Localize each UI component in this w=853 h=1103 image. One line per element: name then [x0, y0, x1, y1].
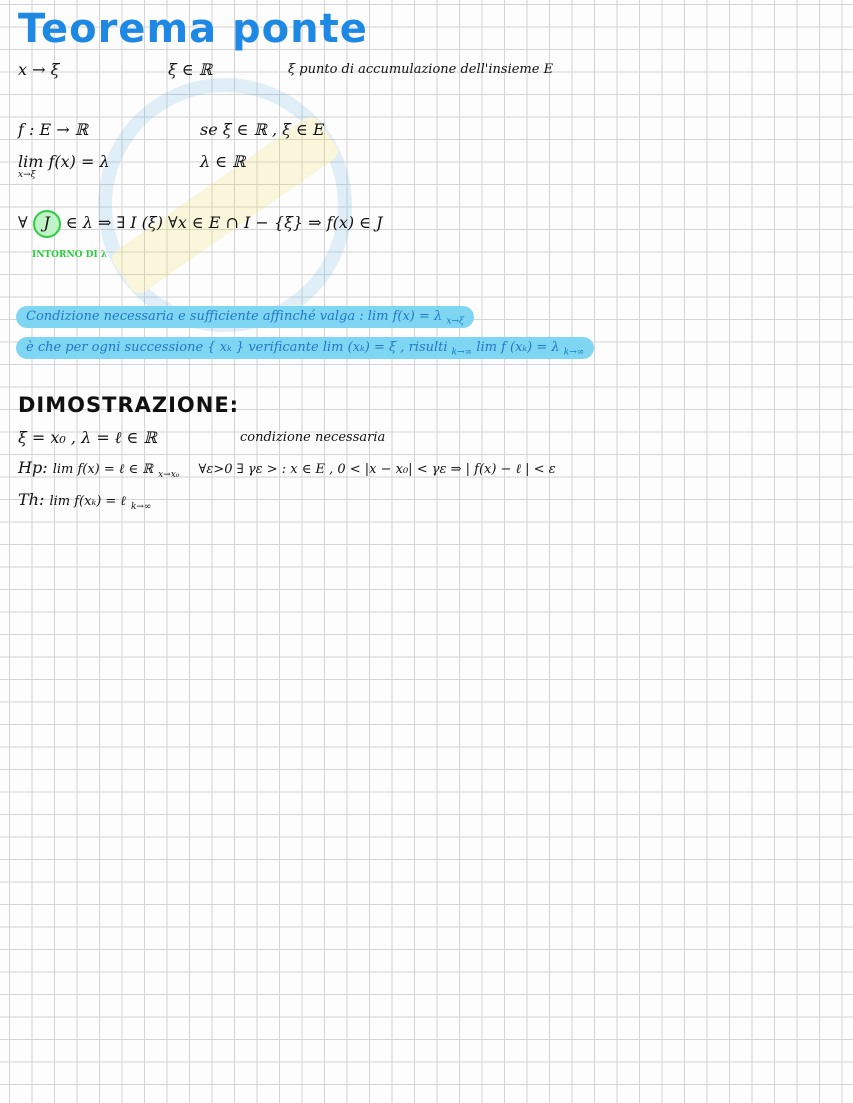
xi-in-r: ξ ∈ ℝ — [168, 60, 213, 79]
function-sequence-limit-sub: k→∞ — [563, 347, 585, 358]
neighbourhood-implication: ∈ λ ⇒ ∃ I (ξ) ∀x ∈ E ∩ I − {ξ} ⇒ f(x) ∈ J — [65, 213, 383, 232]
function-def: f : E → ℝ — [18, 120, 89, 139]
necessary-condition-label: condizione necessaria — [240, 430, 386, 445]
condition-limit-1: lim f(x) = λ — [367, 309, 443, 324]
proof-heading: DIMOSTRAZIONE: — [18, 393, 240, 417]
forall-symbol: ∀ — [18, 213, 28, 232]
function-sequence-limit: lim f (xₖ) = λ — [476, 340, 560, 355]
hypothesis-line — [18, 458, 556, 480]
x-to-xi: x → ξ — [18, 60, 60, 79]
hypothesis-limit: lim f(x) = ℓ ∈ ℝ — [52, 462, 154, 477]
condition-text-1: Condizione necessaria e sufficiente affinché valga : — [26, 309, 364, 324]
condition-limit-1-sub: x→ξ — [446, 316, 464, 327]
condition-line-2 — [16, 337, 594, 359]
condition-text-2: è che per ogni successione { xₖ } verificante — [26, 340, 319, 355]
page-title: Teorema ponte — [18, 6, 368, 52]
lambda-in-r: λ ∈ ℝ — [200, 152, 246, 171]
accumulation-point-text: ξ punto di accumulazione dell'insieme E — [288, 62, 554, 77]
sequence-limit-sub: k→∞ — [451, 347, 473, 358]
circled-j: J — [33, 210, 61, 238]
limit-expression: lim f(x) = λ — [18, 152, 110, 171]
limit-def — [18, 152, 110, 180]
condition-line-1 — [16, 306, 474, 328]
neighbourhood-note: INTORNO DI λ — [32, 250, 108, 260]
hypothesis-limit-sub: x→x₀ — [158, 470, 180, 481]
xi-condition: se ξ ∈ ℝ , ξ ∈ E — [200, 120, 325, 139]
thesis-limit-sub: k→∞ — [130, 502, 152, 513]
limit-subscript: x→ξ — [18, 170, 36, 180]
neighbourhood-statement — [18, 210, 383, 238]
thesis-limit: lim f(xₖ) = ℓ — [49, 494, 126, 509]
hypothesis-epsilon-delta: ∀ε>0 ∃ γε > : x ∈ E , 0 < |x − x₀| < γε ⇒ | f(x) − ℓ | < ε — [198, 462, 556, 477]
hypothesis-label: Hp: — [18, 458, 48, 477]
thesis-label: Th: — [18, 490, 45, 509]
thesis-line — [18, 490, 151, 512]
proof-substitution: ξ = x₀ , λ = ℓ ∈ ℝ — [18, 428, 157, 447]
sequence-limit: lim (xₖ) = ξ , risulti — [322, 340, 448, 355]
